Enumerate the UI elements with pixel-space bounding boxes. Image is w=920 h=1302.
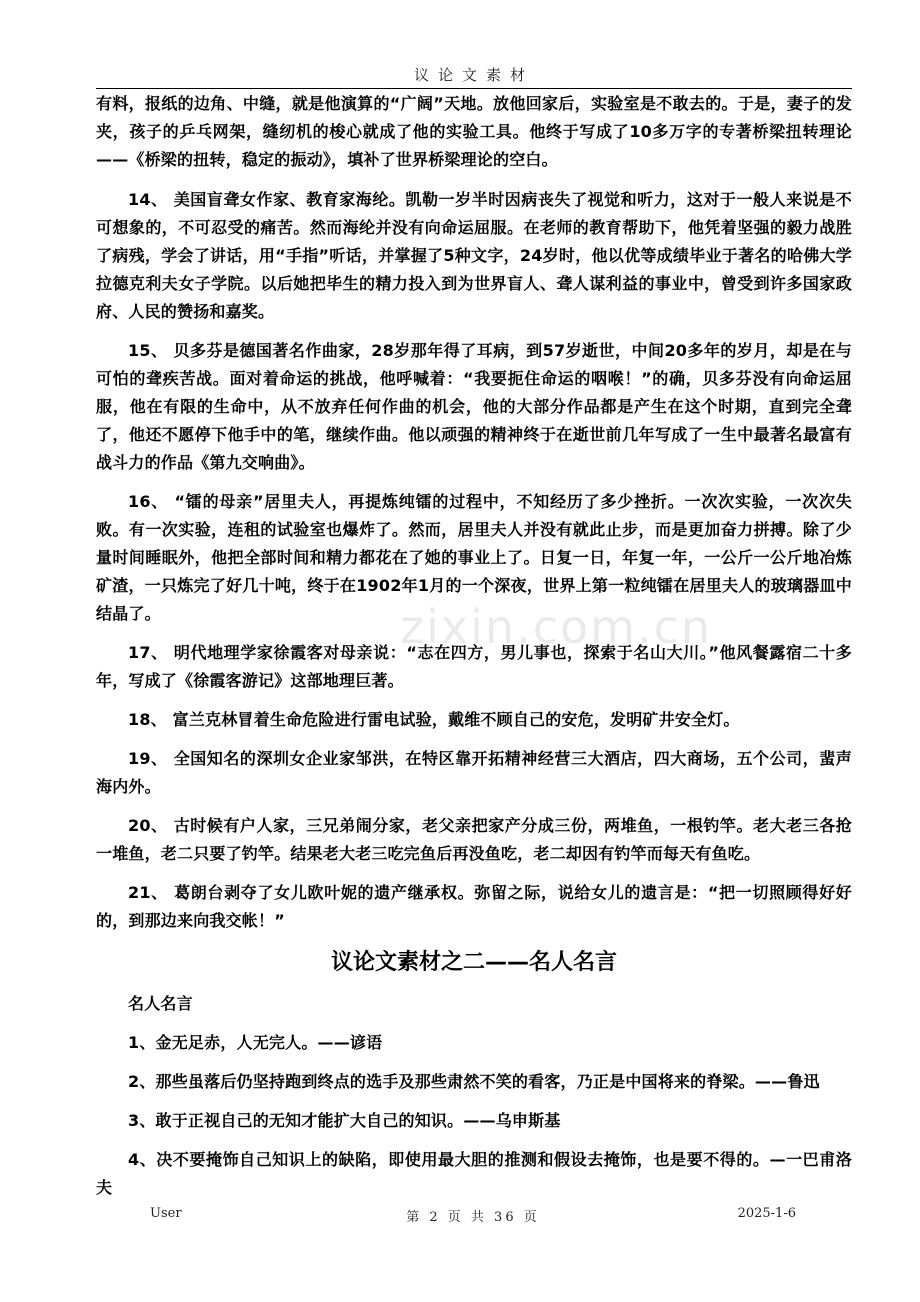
watermark: zixin.com.cn <box>400 600 713 654</box>
header-rule <box>96 88 852 89</box>
paragraph-14: 14、 美国盲聋女作家、教育家海纶。凯勒一岁半时因病丧失了视觉和听力，这对于一般人来说是不可想象的，不可忍受的痛苦。然而海纶并没有向命运屈服。在老师的教育帮助下，他凭着坚强的毅力战胜了病残，学会了讲话，用“手指”听话，并掌握了5种文字，24岁时，他以优等成绩毕业于著名的哈佛大学拉德克利夫女子学院。以后她把毕生的精力投入到为世界盲人、聋人谋利益的事业中，曾受到许多国家政府、人民的赞扬和嘉奖。 <box>96 190 852 321</box>
quote-2: 2、那些虽落后仍坚持跑到终点的选手及那些肃然不笑的看客，乃正是中国将来的脊梁。——鲁迅 <box>128 1072 820 1091</box>
document-body <box>96 90 852 1213</box>
footer-page-number: 第 2 页 共 36 页 <box>406 1210 540 1225</box>
paragraph-19: 19、 全国知名的深圳女企业家邹洪，在特区靠开拓精神经营三大酒店，四大商场，五个公司，蜚声海内外。 <box>96 749 852 796</box>
paragraph-15: 15、 贝多芬是德国著名作曲家，28岁那年得了耳病，到57岁逝世，中间20多年的岁月，却是在与可怕的聋疾苦战。面对着命运的挑战，他呼喊着：“我要扼住命运的咽喉！”的确，贝多芬没有向命运屈服，他在有限的生命中，从不放弃任何作曲的机会，他的大部分作品都是产生在这个时期，直到完全聋了，他还不愿停下他手中的笔，继续作曲。他以顽强的精神终于在逝世前几年写成了一生中最著名最富有战斗力的作品《第九交响曲》。 <box>96 341 852 472</box>
header-title: 议论文素材 <box>413 66 534 84</box>
section-title: 议论文素材之二——名人名言 <box>330 950 617 975</box>
quote-1: 1、金无足赤，人无完人。——谚语 <box>128 1033 383 1052</box>
page-footer <box>150 1206 796 1226</box>
quote-3: 3、敢于正视自己的无知才能扩大自己的知识。——乌申斯基 <box>128 1111 561 1130</box>
paragraph-20: 20、 古时候有户人家，三兄弟闹分家，老父亲把家产分成三份，两堆鱼，一根钓竿。老大老三各抢一堆鱼，老二只要了钓竿。结果老大老三吃完鱼后再没鱼吃，老二却因有钓竿而每天有鱼吃。 <box>96 816 852 863</box>
paragraph-17: 17、 明代地理学家徐霞客对母亲说：“志在四方，男儿事也，探索于名山大川。”他风餐露宿二十多年，写成了《徐霞客游记》这部地理巨著。 <box>96 643 852 690</box>
footer-author: User <box>150 1206 182 1221</box>
quote-4: 4、决不要掩饰自己知识上的缺陷，即使用最大胆的推测和假设去掩饰，也是要不得的。—一巴甫洛夫 <box>96 1150 852 1197</box>
paragraph-16: 16、 “镭的母亲”居里夫人，再提炼纯镭的过程中，不知经历了多少挫折。一次次实验，一次次失败。有一次实验，连租的试验室也爆炸了。然而，居里夫人并没有就此止步，而是更加奋力拼搏。除了少量时间睡眠外，他把全部时间和精力都花在了她的事业上了。日复一日，年复一年，一公斤一公斤地冶炼矿渣，一只炼完了好几十吨，终于在1902年1月的一个深夜，世界上第一粒纯镭在居里夫人的玻璃器皿中结晶了。 <box>96 492 852 623</box>
paragraph-continued: 有料，报纸的边角、中缝，就是他演算的“广阔”天地。放他回家后，实验室是不敢去的。于是，妻子的发夹，孩子的乒乓网架，缝纫机的梭心就成了他的实验工具。他终于写成了10多万字的专著桥梁扭转理论——《桥梁的扭转，稳定的振动》，填补了世界桥梁理论的空白。 <box>96 94 852 169</box>
paragraph-21: 21、 葛朗台剥夺了女儿欧叶妮的遗产继承权。弥留之际，说给女儿的遗言是：“把一切照顾得好好的，到那边来向我交帐！” <box>96 883 852 930</box>
paragraph-18: 18、 富兰克林冒着生命危险进行雷电试验，戴维不顾自己的安危，发明矿井安全灯。 <box>128 710 740 729</box>
section-subtitle: 名人名言 <box>128 994 193 1013</box>
footer-date: 2025-1-6 <box>737 1206 796 1221</box>
